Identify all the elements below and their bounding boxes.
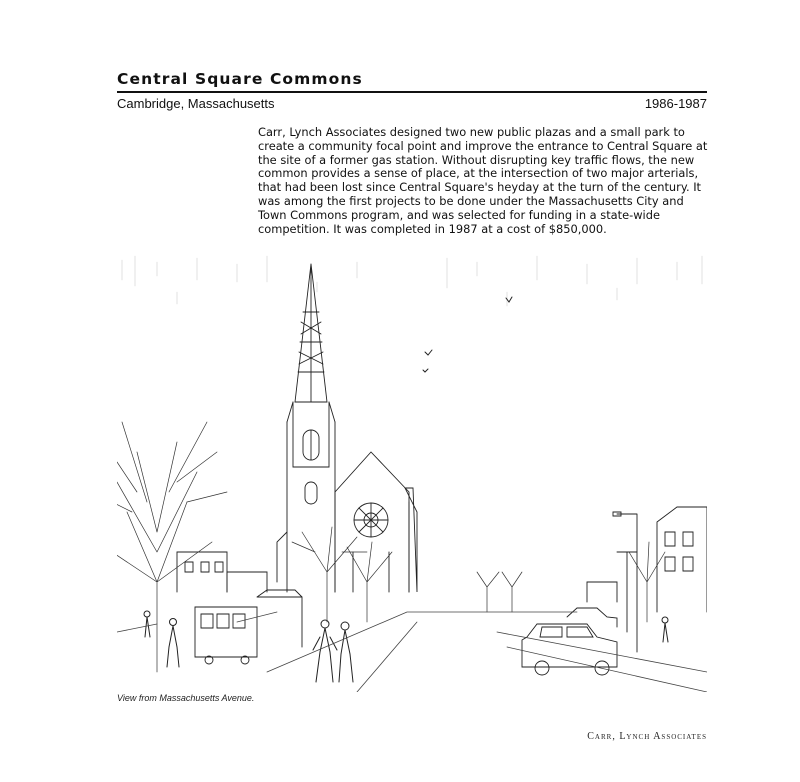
page-title: Central Square Commons <box>117 70 363 88</box>
firm-credit: Carr, Lynch Associates <box>587 731 707 742</box>
project-description: Carr, Lynch Associates designed two new public plazas and a small park to create a community focal point and improve the entrance to Central Square at the site of a former gas station. Without disrupting key traffic flows, the new common provides a sense of place, at the intersection of two major arterials, that had been lost since Central Square's heyday at the turn of the century. It was among the first projects to be done under the Massachusetts City and Town Commons program, and was selected for funding in a state-wide competition. It was completed in 1987 at a cost of $850,000. <box>258 125 708 236</box>
project-location: Cambridge, Massachusetts <box>117 96 275 111</box>
church <box>277 264 417 592</box>
sky-texture <box>122 256 702 306</box>
project-years: 1986-1987 <box>644 96 707 111</box>
pedestrians <box>144 611 668 682</box>
road-lines <box>117 612 707 692</box>
cars <box>522 608 617 675</box>
birds-icon <box>423 297 512 372</box>
trees <box>117 422 665 672</box>
bus <box>195 590 302 664</box>
title-rule <box>117 91 707 93</box>
illustration-caption: View from Massachusetts Avenue. <box>117 693 255 703</box>
street-perspective-sketch <box>117 252 707 692</box>
